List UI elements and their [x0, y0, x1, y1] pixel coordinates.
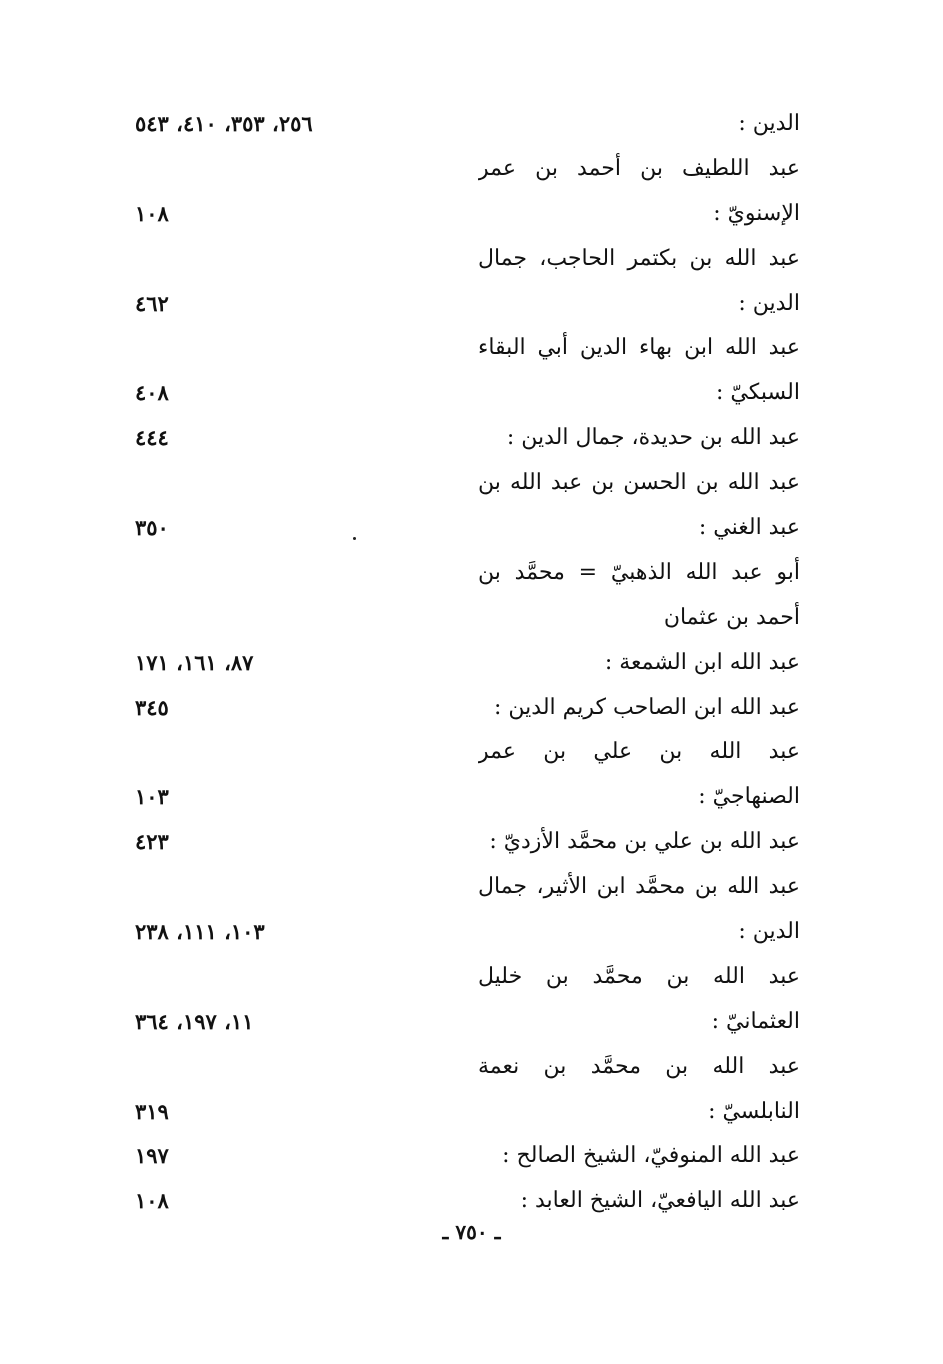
print-speck: [353, 537, 356, 540]
entry-name: عبد الله بن علي بن محمَّد الأزديّ :: [489, 829, 800, 855]
index-entry-line: [135, 192, 800, 237]
index-entry-line: [135, 641, 800, 686]
entry-page-refs: ٤٦٢: [135, 290, 169, 316]
entry-name: عبد الله اليافعيّ، الشيخ العابد :: [520, 1188, 800, 1214]
entry-page-refs: ١٩٧: [135, 1143, 169, 1169]
index-entry-line: [135, 371, 800, 416]
entry-page-refs: ٤٤٤: [135, 425, 169, 451]
entry-name: عبد الله بن محمَّد بن خليل: [478, 963, 800, 989]
entry-name: النابلسيّ :: [708, 1098, 800, 1124]
entry-name: الإسنويّ :: [713, 200, 800, 226]
index-entry-line: [135, 506, 800, 551]
entry-page-refs: ٣٥٠: [135, 515, 169, 541]
entry-name: عبد الله ابن بهاء الدين أبي البقاء: [478, 335, 800, 361]
index-entry-line: [135, 1134, 800, 1179]
entry-page-refs: ١٠٣، ١١١، ٢٣٨: [135, 919, 265, 945]
index-entry-line: [135, 1045, 800, 1090]
index-entry-line: [135, 865, 800, 910]
index-entry-line: [135, 237, 800, 282]
index-entry-line: [135, 910, 800, 955]
index-entry-line: [135, 102, 800, 147]
entry-name: عبد الله بن محمَّد بن نعمة: [478, 1053, 800, 1079]
entry-page-refs: ٨٧، ١٦١، ١٧١: [135, 649, 254, 675]
index-entry-line: [135, 686, 800, 731]
index-list: [135, 102, 800, 1224]
entry-name: الدين :: [738, 111, 800, 136]
index-entry-line: [135, 551, 800, 596]
entry-name: الدين :: [738, 290, 800, 316]
entry-page-refs: ٣٤٥: [135, 694, 169, 720]
entry-name: أحمد بن عثمان: [663, 604, 800, 630]
index-entry-line: [135, 1090, 800, 1135]
index-entry-line: [135, 416, 800, 461]
index-entry-line: [135, 775, 800, 820]
index-entry-line: [135, 596, 800, 641]
index-entry-line: [135, 820, 800, 865]
entry-name: عبد الله بن محمَّد ابن الأثير، جمال: [478, 874, 800, 900]
entry-name: عبد الله ابن الشمعة :: [604, 649, 800, 675]
entry-name: عبد الله بن بكتمر الحاجب، جمال: [478, 245, 800, 271]
entry-name: الدين :: [738, 919, 800, 945]
entry-name: عبد الله ابن الصاحب كريم الدين :: [494, 694, 800, 720]
entry-name: عبد الله المنوفيّ، الشيخ الصالح :: [502, 1143, 800, 1169]
entry-name: أبو عبد الله الذهبيّ = محمَّد بن: [478, 559, 800, 585]
entry-page-refs: ٢٥٦، ٣٥٣، ٤١٠، ٥٤٣: [135, 111, 313, 136]
index-entry-line: [135, 461, 800, 506]
entry-name: العثمانيّ :: [711, 1008, 800, 1034]
entry-name: عبد الله بن الحسن بن عبد الله بن: [478, 470, 800, 496]
index-entry-line: [135, 1000, 800, 1045]
entry-name: عبد الغني :: [698, 515, 800, 541]
entry-page-refs: ٣١٩: [135, 1098, 169, 1124]
entry-name: الصنهاجيّ :: [698, 784, 800, 810]
entry-name: عبد اللطيف بن أحمد بن عمر: [478, 155, 800, 181]
index-entry-line: [135, 147, 800, 192]
index-entry-line: [135, 326, 800, 371]
entry-page-refs: ٤٢٣: [135, 829, 169, 855]
index-entry-line: [135, 1179, 800, 1224]
index-entry-line: [135, 730, 800, 775]
entry-page-refs: ١٠٨: [135, 1188, 169, 1214]
entry-name: السبكيّ :: [716, 380, 800, 406]
page-number: ـ ٧٥٠ ـ: [442, 1220, 501, 1244]
entry-page-refs: ١١، ١٩٧، ٣٦٤: [135, 1008, 254, 1034]
index-entry-line: [135, 955, 800, 1000]
entry-name: عبد الله بن علي بن عمر: [478, 739, 800, 765]
entry-page-refs: ٤٠٨: [135, 380, 169, 406]
index-entry-line: [135, 282, 800, 327]
entry-page-refs: ١٠٣: [135, 784, 169, 810]
entry-name: عبد الله بن حديدة، جمال الدين :: [506, 425, 800, 451]
entry-page-refs: ١٠٨: [135, 200, 169, 226]
